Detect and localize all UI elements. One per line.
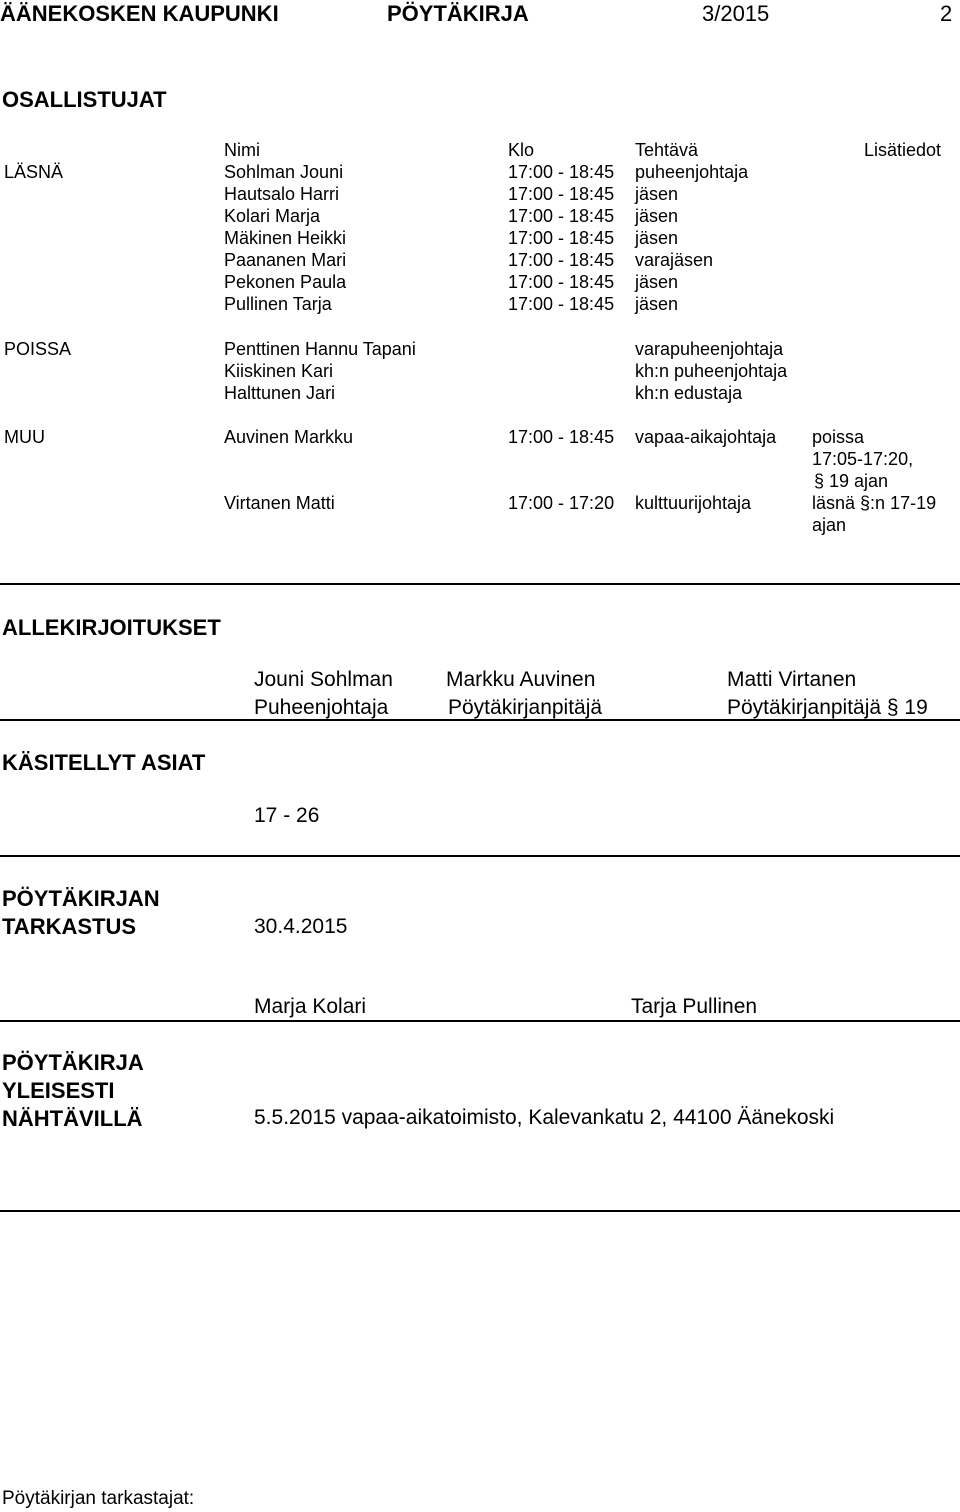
signer-role: Pöytäkirjanpitäjä [448,696,603,719]
signer-name: Markku Auvinen [446,668,596,691]
participant-time: 17:00 - 17:20 [508,493,615,513]
signer-role: Pöytäkirjanpitäjä § 19 [727,696,928,719]
participant-role: varajäsen [635,250,714,270]
participant-time: 17:00 - 18:45 [508,250,615,270]
column-info: Lisätiedot [864,140,942,160]
review-title-line1: PÖYTÄKIRJAN [2,886,160,911]
signatures-title: ALLEKIRJOITUKSET [2,615,221,640]
table-row-continued [0,449,960,471]
participant-time: 17:00 - 18:45 [508,184,615,204]
divider [0,855,960,857]
participant-info: poissa [812,427,865,447]
public-title-line1: PÖYTÄKIRJA [2,1050,144,1075]
org-name: ÄÄNEKOSKEN KAUPUNKI [0,1,279,26]
participant-role: jäsen [635,294,679,314]
divider [0,1210,960,1212]
table-row [0,250,960,272]
reviewers-label: Pöytäkirjan tarkastajat: [2,1488,195,1509]
participant-name: Kiiskinen Kari [224,361,334,381]
participant-time: 17:00 - 18:45 [508,228,615,248]
reviewer-name: Tarja Pullinen [631,995,758,1018]
table-row [0,294,960,316]
participant-time: 17:00 - 18:45 [508,206,615,226]
participant-name: Auvinen Markku [224,427,354,447]
participant-name: Halttunen Jari [224,383,336,403]
participant-name: Pekonen Paula [224,272,347,292]
participants-title: OSALLISTUJAT [2,87,167,112]
table-row [0,427,960,449]
participant-name: Mäkinen Heikki [224,228,347,248]
review-title-line2: TARKASTUS [2,914,137,939]
participant-role: jäsen [635,184,679,204]
divider [0,1020,960,1022]
participant-name: Pullinen Tarja [224,294,332,314]
participant-role: kh:n puheenjohtaja [635,361,788,381]
table-row-continued [0,471,960,493]
participant-role: jäsen [635,272,679,292]
table-row [0,272,960,294]
table-row [0,339,960,361]
signer-name: Jouni Sohlman [254,668,393,691]
table-row [0,228,960,250]
participant-info: ajan [812,515,847,535]
column-role: Tehtävä [635,140,699,160]
doc-number: 3/2015 [702,1,770,26]
column-name: Nimi [224,140,260,160]
signer-role: Puheenjohtaja [254,696,389,719]
participant-name: Virtanen Matti [224,493,335,513]
items-range: 17 - 26 [254,804,320,827]
page-number: 2 [940,1,953,26]
participant-role: jäsen [635,228,679,248]
absent-label: POISSA [4,339,72,359]
participant-time: 17:00 - 18:45 [508,294,615,314]
table-row [0,206,960,228]
table-row [0,493,960,515]
participant-role: kulttuurijohtaja [635,493,752,513]
table-row [0,184,960,206]
participant-role: vapaa-aikajohtaja [635,427,777,447]
review-date: 30.4.2015 [254,915,348,938]
other-label: MUU [4,427,45,447]
participant-name: Penttinen Hannu Tapani [224,339,416,359]
table-row [0,162,960,184]
signer-name: Matti Virtanen [727,668,857,691]
public-details: 5.5.2015 vapaa-aikatoimisto, Kalevankatu 2, 44100 Äänekoski [254,1106,835,1129]
divider [0,719,960,721]
public-title-line3: NÄHTÄVILLÄ [2,1106,143,1131]
reviewer-name: Marja Kolari [254,995,367,1018]
participants-column-header [0,140,960,162]
participant-name: Hautsalo Harri [224,184,340,204]
column-time: Klo [508,140,535,160]
items-title: KÄSITELLYT ASIAT [2,750,206,775]
participant-name: Paananen Mari [224,250,347,270]
participant-time: 17:00 - 18:45 [508,162,615,182]
participant-name: Kolari Marja [224,206,321,226]
divider [0,583,960,585]
table-row [0,361,960,383]
participant-role: varapuheenjohtaja [635,339,784,359]
participant-time: 17:00 - 18:45 [508,272,615,292]
public-title-line2: YLEISESTI [2,1078,115,1103]
participant-role: puheenjohtaja [635,162,749,182]
doc-type: PÖYTÄKIRJA [387,1,529,26]
table-row-continued [0,515,960,537]
participant-time: 17:00 - 18:45 [508,427,615,447]
participant-role: kh:n edustaja [635,383,743,403]
participant-info: § 19 ajan [814,471,889,491]
participant-name: Sohlman Jouni [224,162,344,182]
table-row [0,383,960,405]
participant-info: 17:05-17:20, [812,449,914,469]
participant-role: jäsen [635,206,679,226]
participant-info: läsnä §:n 17-19 [812,493,937,513]
present-label: LÄSNÄ [4,162,64,182]
